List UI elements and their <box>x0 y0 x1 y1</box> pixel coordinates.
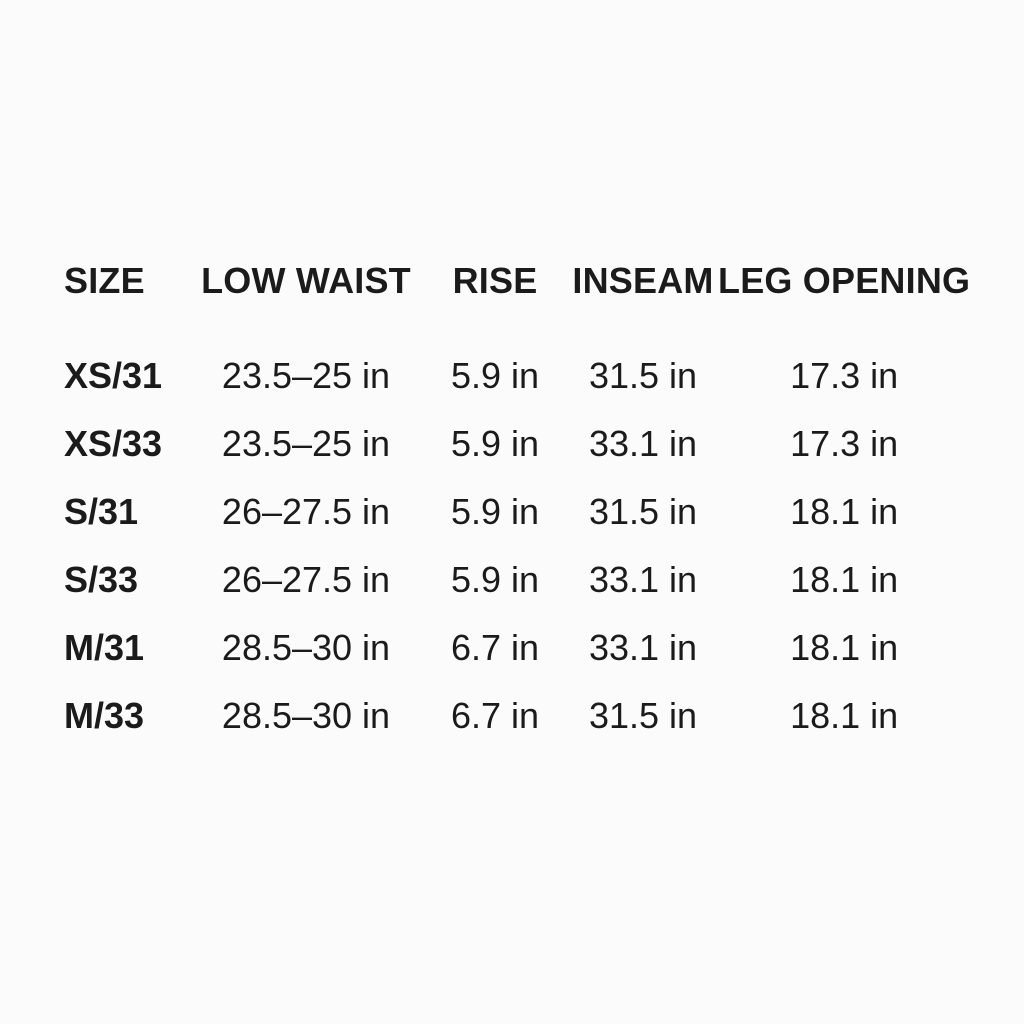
size-chart-table <box>64 260 970 750</box>
cell-leg-opening: 18.1 in <box>790 695 899 736</box>
cell-low-waist: 26–27.5 in <box>221 559 391 600</box>
cell-leg-opening: 18.1 in <box>790 491 899 532</box>
column-header-size: SIZE <box>64 260 145 301</box>
cell-low-waist: 28.5–30 in <box>221 627 391 668</box>
table-row <box>64 682 970 750</box>
cell-inseam: 31.5 in <box>588 355 698 396</box>
cell-low-waist: 23.5–25 in <box>221 355 391 396</box>
cell-rise: 6.7 in <box>450 695 540 736</box>
cell-rise: 5.9 in <box>450 423 540 464</box>
cell-size: M/31 <box>64 627 145 668</box>
table-row <box>64 478 970 546</box>
table-row <box>64 410 970 478</box>
table-row <box>64 342 970 410</box>
cell-rise: 5.9 in <box>450 491 540 532</box>
cell-leg-opening: 18.1 in <box>790 627 899 668</box>
cell-inseam: 33.1 in <box>588 559 698 600</box>
cell-low-waist: 23.5–25 in <box>221 423 391 464</box>
cell-inseam: 33.1 in <box>588 423 698 464</box>
size-chart-body <box>64 342 970 750</box>
cell-leg-opening: 17.3 in <box>790 355 899 396</box>
cell-leg-opening: 18.1 in <box>790 559 899 600</box>
cell-inseam: 33.1 in <box>588 627 698 668</box>
cell-low-waist: 26–27.5 in <box>221 491 391 532</box>
size-chart <box>64 260 970 750</box>
cell-size: M/33 <box>64 695 145 736</box>
cell-rise: 5.9 in <box>450 355 540 396</box>
cell-rise: 6.7 in <box>450 627 540 668</box>
cell-size: S/31 <box>64 491 139 532</box>
cell-size: XS/31 <box>64 355 163 396</box>
cell-size: S/33 <box>64 559 139 600</box>
column-header-leg-opening: LEG OPENING <box>718 260 971 301</box>
column-header-inseam: INSEAM <box>572 260 714 301</box>
cell-leg-opening: 17.3 in <box>790 423 899 464</box>
column-header-rise: RISE <box>452 260 538 301</box>
cell-inseam: 31.5 in <box>588 491 698 532</box>
size-chart-header <box>64 260 970 342</box>
table-row <box>64 546 970 614</box>
table-row <box>64 614 970 682</box>
cell-rise: 5.9 in <box>450 559 540 600</box>
column-header-low-waist: LOW WAIST <box>201 260 411 301</box>
cell-size: XS/33 <box>64 423 163 464</box>
cell-inseam: 31.5 in <box>588 695 698 736</box>
header-row <box>64 260 970 342</box>
cell-low-waist: 28.5–30 in <box>221 695 391 736</box>
